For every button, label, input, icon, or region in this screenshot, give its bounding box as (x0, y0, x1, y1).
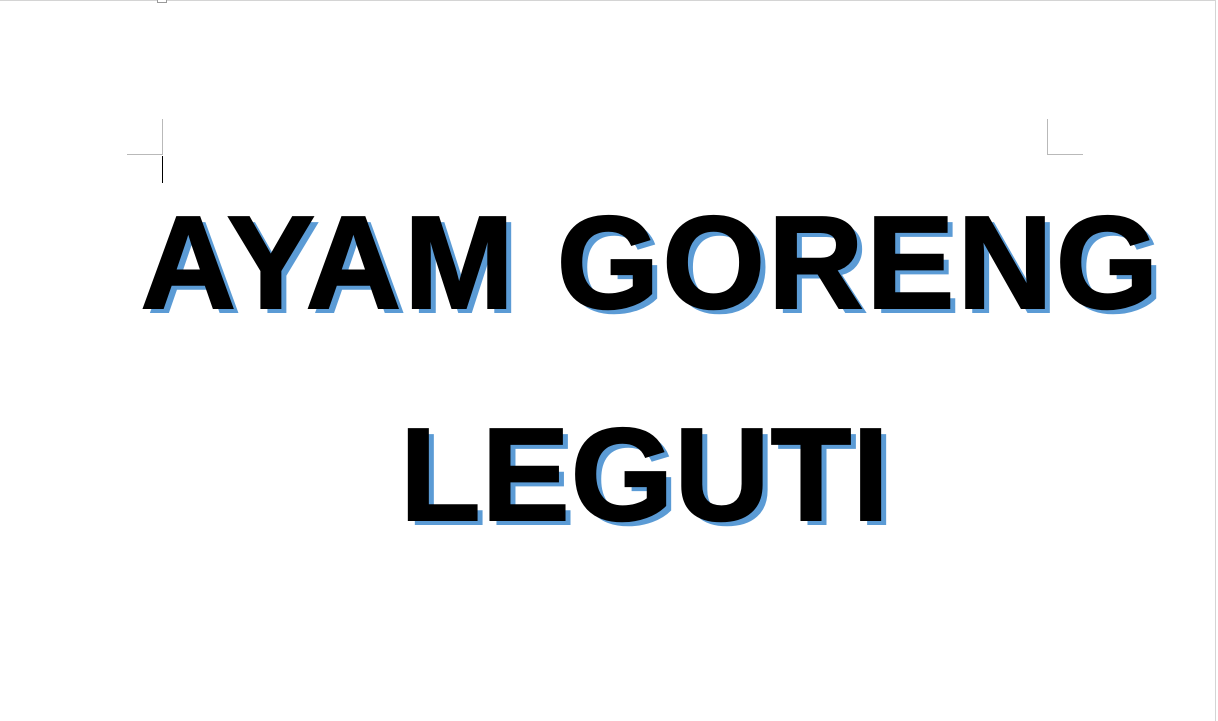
margin-corner-top-left-vertical (162, 119, 163, 155)
title-line-1[interactable]: AYAM GORENG (140, 189, 1162, 336)
margin-corner-top-right-horizontal (1047, 154, 1083, 155)
text-cursor (162, 156, 163, 183)
margin-corner-top-right-vertical (1047, 119, 1048, 155)
margin-corner-top-left-horizontal (127, 154, 163, 155)
object-anchor-icon[interactable] (157, 0, 167, 3)
title-line-2[interactable]: LEGUTI (400, 401, 890, 548)
